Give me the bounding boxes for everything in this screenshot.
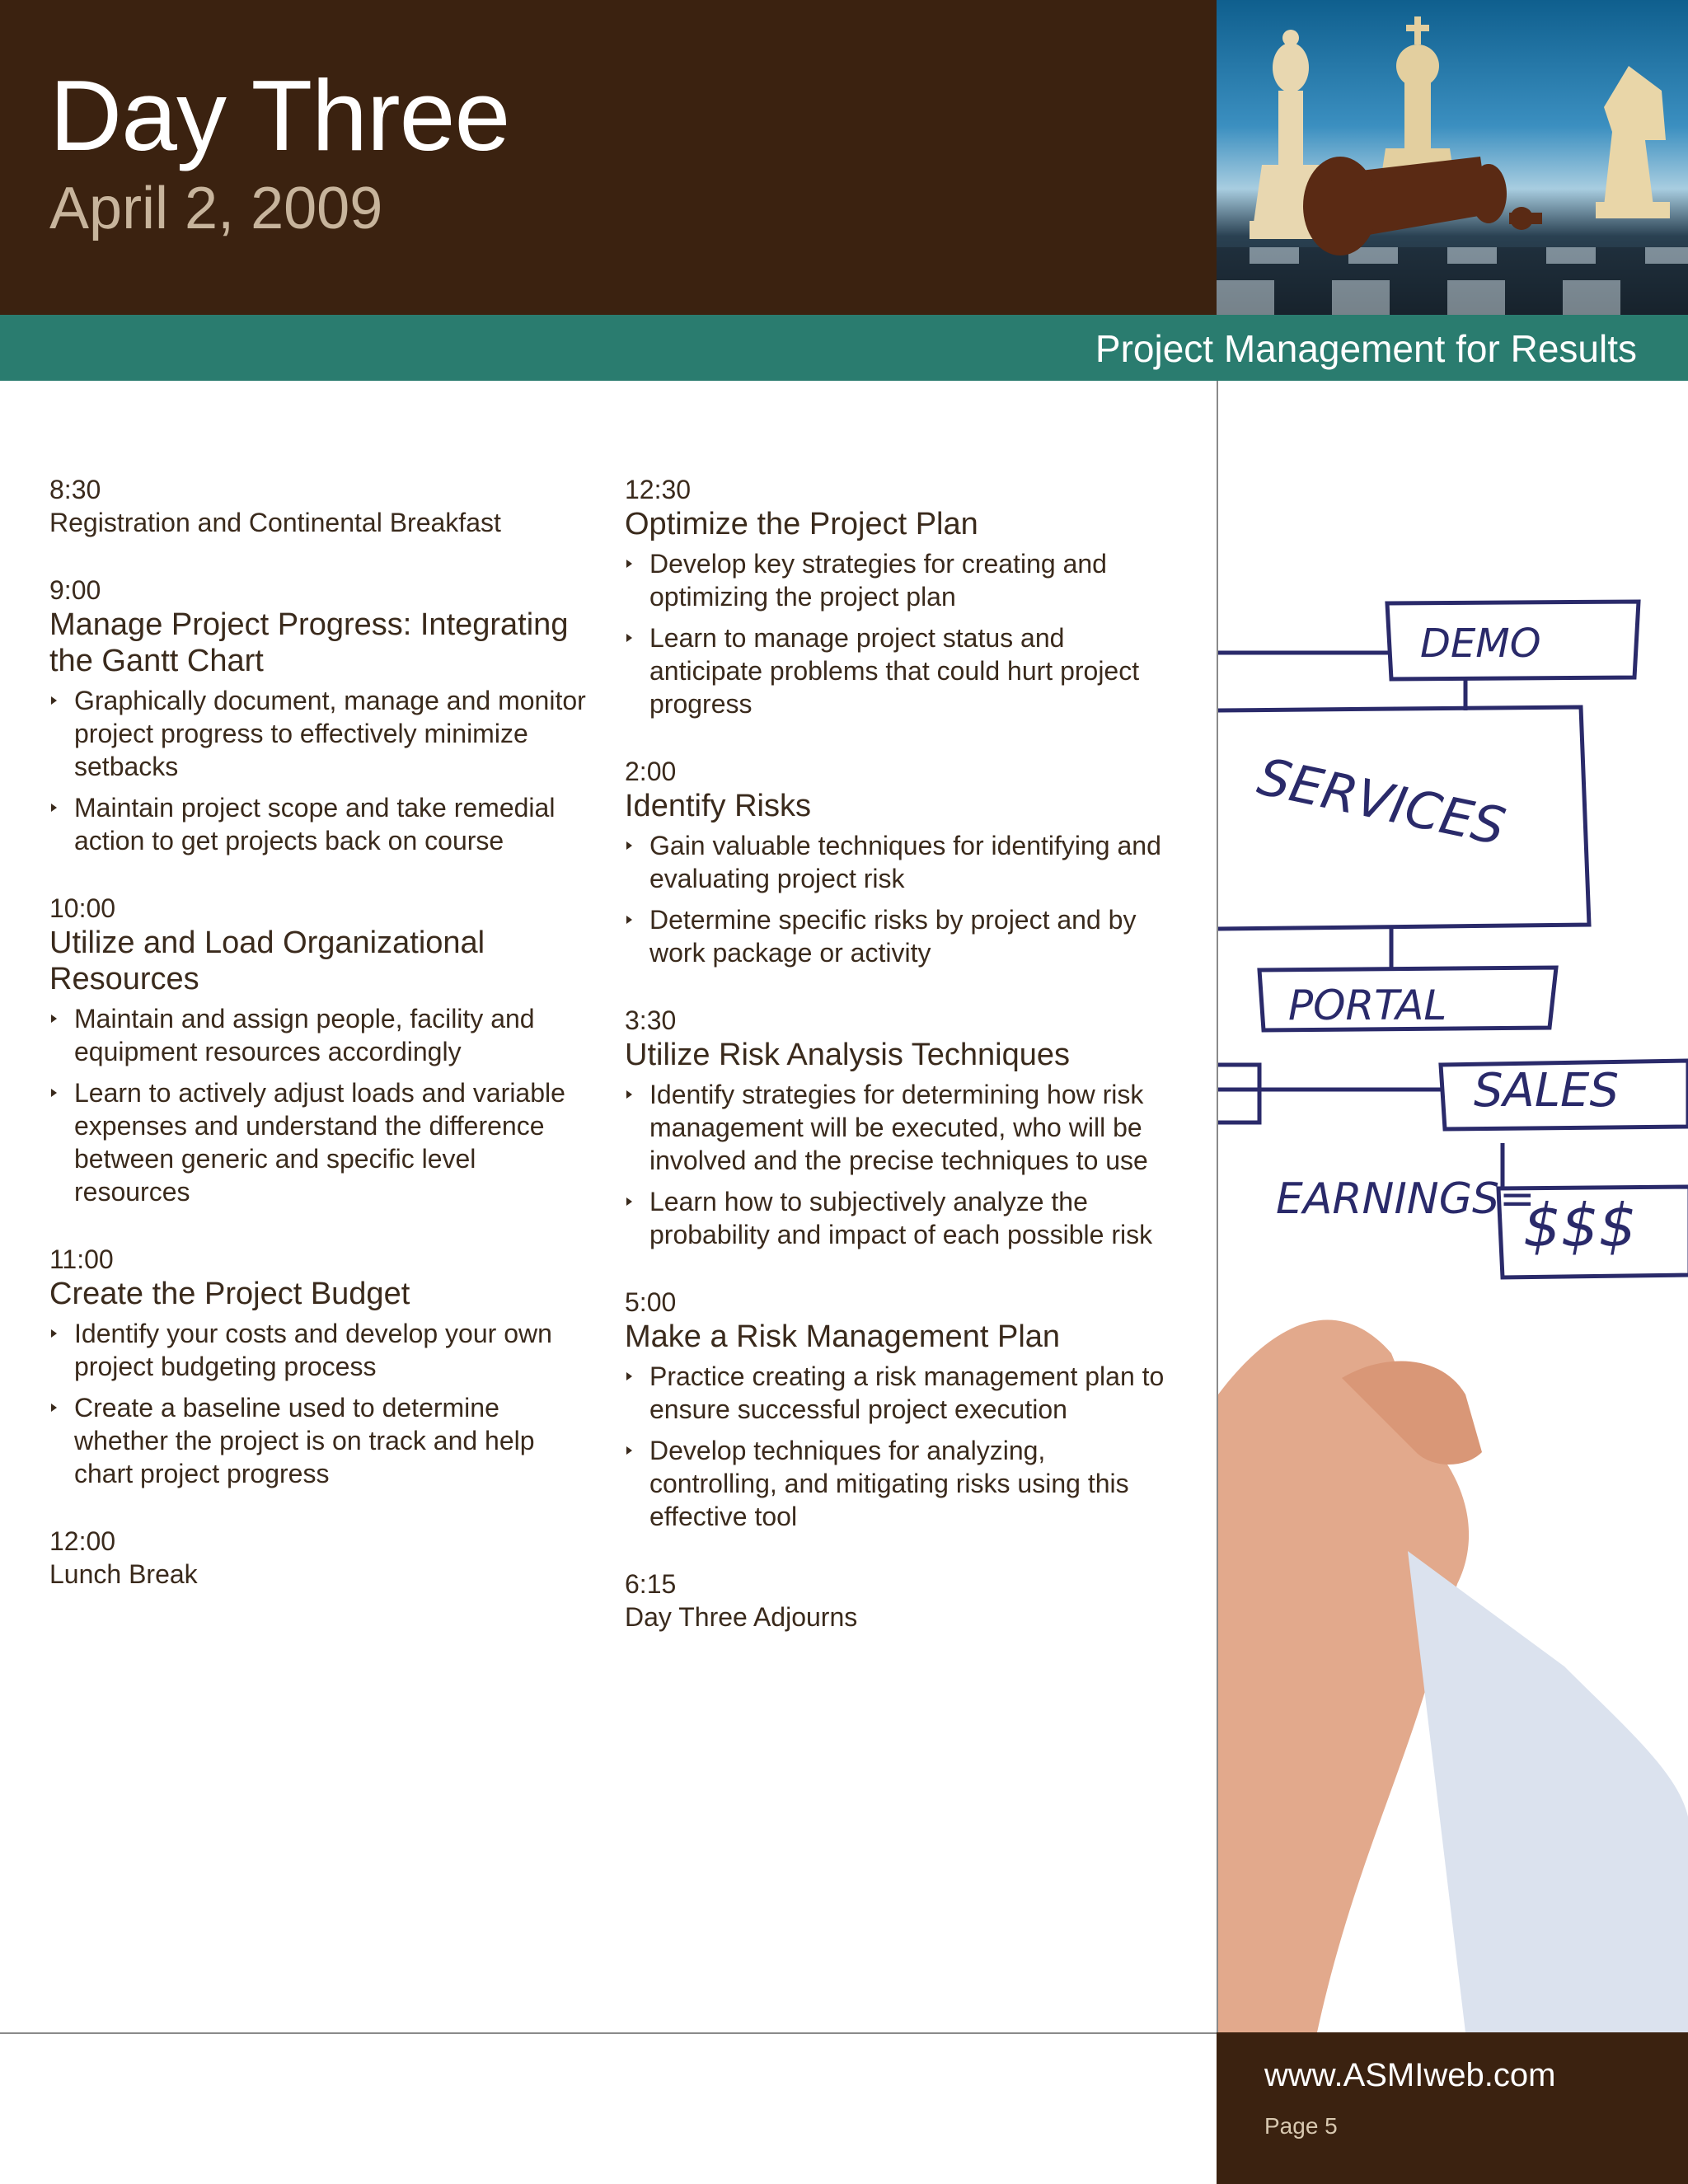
website-link[interactable]: www.ASMIweb.com: [1264, 2057, 1556, 2093]
session-bullets: [625, 547, 1169, 720]
bullet-item: Maintain and assign people, facility and equipment resources accordingly: [49, 1002, 593, 1068]
session: [625, 1004, 1169, 1251]
chess-pieces-image: [1217, 0, 1688, 315]
bullet-item: Identify strategies for determining how risk management will be executed, who will be involved and the precise techniques to use: [625, 1078, 1169, 1177]
portal-label: PORTAL: [1288, 982, 1447, 1029]
session: [625, 755, 1169, 969]
event-date: April 2, 2009: [49, 176, 383, 241]
session-time: 5:00: [625, 1287, 677, 1317]
session-time: 11:00: [49, 1244, 114, 1274]
schedule-column-left: [49, 473, 593, 1625]
whiteboard-photo: [1217, 381, 1688, 2032]
session-title: Utilize Risk Analysis Techniques: [625, 1038, 1070, 1072]
session-bullets: [49, 684, 593, 857]
bullet-item: Learn to manage project status and anticipate problems that could hurt project progress: [625, 621, 1169, 720]
session-time: 9:00: [49, 575, 101, 605]
session-title: Make a Risk Management Plan: [625, 1319, 1061, 1354]
hand-shape: [1218, 1319, 1688, 2032]
header-banner: [0, 0, 1217, 315]
page-number: Page 5: [1264, 2113, 1338, 2139]
session-time: 2:00: [625, 757, 677, 786]
page-title: Day Three: [49, 59, 510, 171]
session-title: Utilize and Load Organizational Resources: [49, 926, 485, 996]
session-time: 12:30: [625, 475, 692, 504]
session-time: 3:30: [625, 1005, 677, 1035]
sales-label: SALES: [1474, 1064, 1619, 1118]
session: [625, 473, 1169, 720]
bullet-item: Develop key strategies for creating and optimizing the project plan: [625, 547, 1169, 613]
session-title: Day Three Adjourns: [625, 1602, 858, 1632]
earnings-label: EARNINGS=: [1276, 1174, 1536, 1224]
session: [49, 574, 593, 857]
session-title: Registration and Continental Breakfast: [49, 508, 501, 537]
chess-photo: [1217, 0, 1688, 315]
session-title: Identify Risks: [625, 789, 811, 823]
bullet-item: Practice creating a risk management plan to ensure successful project execution: [625, 1360, 1169, 1426]
schedule-column-right: [625, 473, 1169, 1668]
session: [49, 1243, 593, 1490]
bullet-item: Determine specific risks by project and by work package or activity: [625, 903, 1169, 969]
money-label: $$$: [1523, 1191, 1637, 1260]
demo-label: DEMO: [1420, 621, 1541, 667]
session-bullets: [625, 829, 1169, 969]
session: [49, 892, 593, 1208]
bullet-item: Identify your costs and develop your own project budgeting process: [49, 1317, 593, 1383]
session-title: Manage Project Progress: Integrating the Gantt Chart: [49, 607, 569, 678]
session-title: Create the Project Budget: [49, 1277, 410, 1311]
bullet-item: Graphically document, manage and monitor project progress to effectively minimize setbacks: [49, 684, 593, 783]
session-bullets: [49, 1002, 593, 1208]
session-time: 6:15: [625, 1569, 677, 1599]
session-bullets: [625, 1360, 1169, 1533]
footer-divider: [0, 2032, 1217, 2034]
session-title: Optimize the Project Plan: [625, 507, 978, 541]
bullet-item: Gain valuable techniques for identifying and evaluating project risk: [625, 829, 1169, 895]
session-title: Lunch Break: [49, 1559, 198, 1589]
session-time: 12:00: [49, 1526, 116, 1556]
session: [625, 1568, 1169, 1633]
session: [49, 473, 593, 539]
bullet-item: Maintain project scope and take remedial action to get projects back on course: [49, 791, 593, 857]
session-time: 8:30: [49, 475, 101, 504]
bullet-item: Learn how to subjectively analyze the probability and impact of each possible risk: [625, 1185, 1169, 1251]
footer-box: [1217, 2032, 1688, 2184]
session-bullets: [625, 1078, 1169, 1251]
session: [625, 1286, 1169, 1533]
session-bullets: [49, 1317, 593, 1490]
bullet-item: Create a baseline used to determine whether the project is on track and help chart project progress: [49, 1391, 593, 1490]
tagline: Project Management for Results: [1095, 327, 1637, 370]
flowchart-illustration: [1218, 381, 1688, 2032]
session: [49, 1525, 593, 1591]
services-label: SERVICES: [1252, 746, 1511, 857]
session-time: 10:00: [49, 893, 116, 923]
bullet-item: Develop techniques for analyzing, controlling, and mitigating risks using this effective tool: [625, 1434, 1169, 1533]
bullet-item: Learn to actively adjust loads and variable expenses and understand the difference between generic and specific level resources: [49, 1076, 593, 1208]
